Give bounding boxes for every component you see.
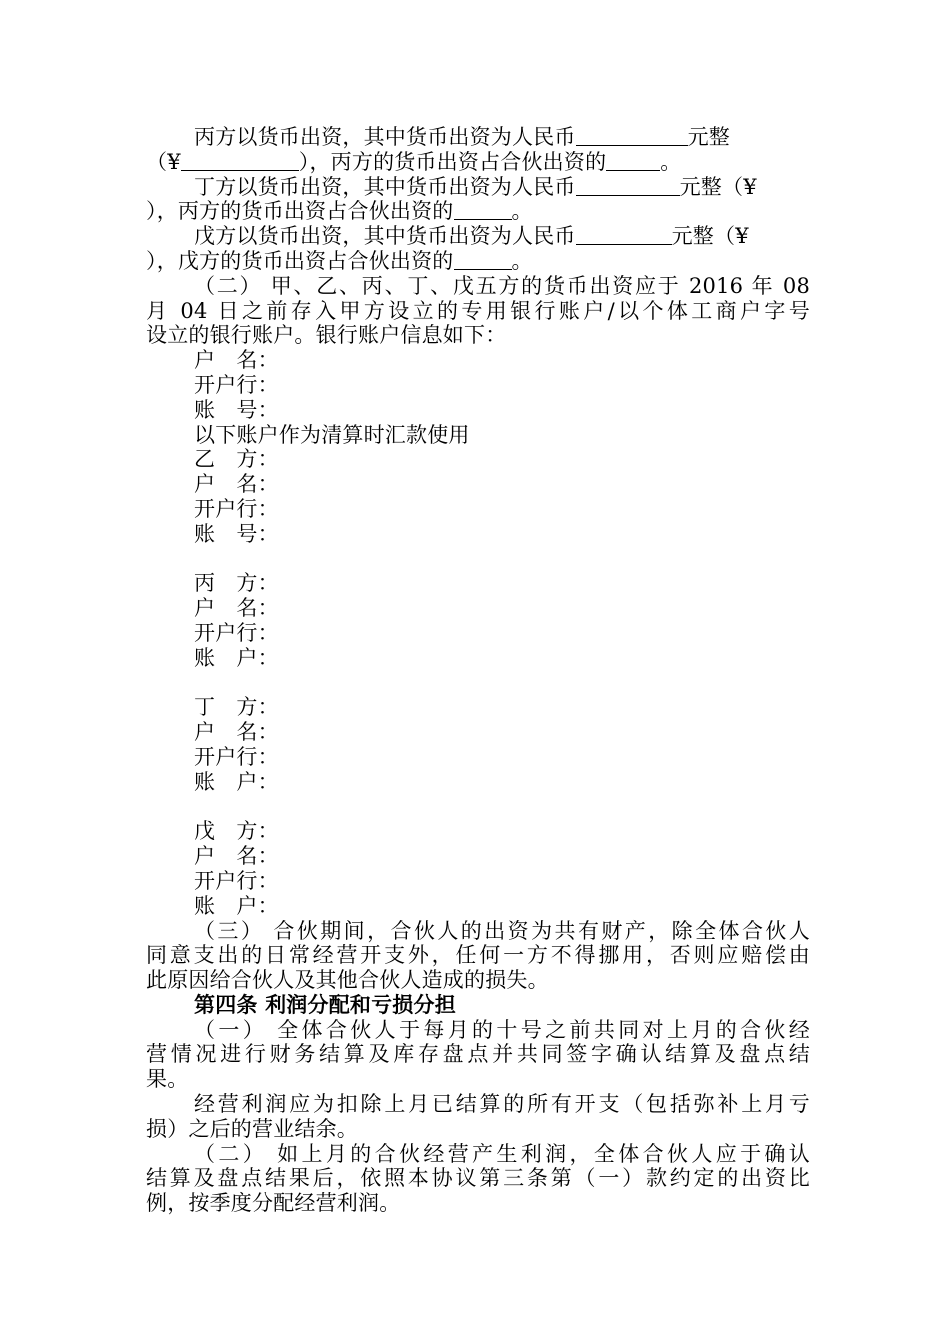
account-field: 开户行：	[194, 620, 279, 645]
text: 。	[511, 199, 533, 224]
account-field: 开户行：	[194, 496, 279, 521]
account-field: 乙 方：	[194, 447, 279, 472]
paragraph-line	[146, 249, 810, 274]
text: ），丙方的货币出资占合伙出资的	[146, 199, 454, 224]
paragraph-line: 果。	[146, 1067, 189, 1092]
section-heading: 第四条 利润分配和亏损分担	[194, 991, 456, 1017]
text: 。	[660, 149, 682, 174]
paragraph-line: （一） 全体合伙人于每月的十号之前共同对上月的合伙经	[194, 1017, 810, 1042]
account-field: 丁 方：	[194, 695, 279, 720]
account-field: 账 户：	[194, 769, 279, 794]
account-field: 账 号：	[194, 521, 279, 546]
blank-line	[146, 547, 810, 572]
fill-blank	[576, 127, 688, 146]
fill-blank	[576, 177, 680, 196]
fill-blank	[454, 201, 512, 220]
paragraph-line: 结算及盘点结果后，依照本协议第三条第（一）款约定的出资比	[146, 1166, 810, 1191]
account-field: 账 号：	[194, 397, 279, 422]
paragraph-line	[146, 150, 810, 175]
paragraph-line: 同意支出的日常经营开支外，任何一方不得挪用，否则应赔偿由	[146, 943, 810, 968]
document-page	[146, 125, 810, 1216]
text: 戊方以货币出资，其中货币出资为人民币	[194, 224, 576, 249]
paragraph-line: 设立的银行账户。银行账户信息如下：	[146, 323, 507, 348]
fill-blank	[454, 251, 512, 270]
text: 。	[511, 248, 533, 273]
account-field: 开户行：	[194, 372, 279, 397]
text: 元整	[687, 125, 731, 149]
account-field: 户 名：	[194, 720, 279, 745]
paragraph-line: 例，按季度分配经营利润。	[146, 1191, 401, 1216]
paragraph-line: （三） 合伙期间，合伙人的出资为共有财产，除全体合伙人	[194, 918, 810, 943]
account-field: 戊 方：	[194, 819, 279, 844]
paragraph-line	[146, 125, 810, 150]
blank-line	[146, 671, 810, 696]
text: ），戊方的货币出资占合伙出资的	[146, 248, 454, 273]
account-field: 丙 方：	[194, 571, 279, 596]
text: ），丙方的货币出资占合伙出资的	[298, 149, 607, 174]
paragraph-line	[146, 175, 810, 200]
text: 元整（¥	[671, 224, 749, 249]
paragraph-line	[146, 224, 810, 249]
account-field: 户 名：	[194, 844, 279, 869]
paragraph-line: 经营利润应为扣除上月已结算的所有开支（包括弥补上月亏	[194, 1092, 810, 1117]
account-field: 账 户：	[194, 893, 279, 918]
paragraph-line: 月 04 日之前存入甲方设立的专用银行账户/以个体工商户字号	[146, 298, 810, 323]
paragraph-line: （二） 如上月的合伙经营产生利润，全体合伙人应于确认	[194, 1141, 810, 1166]
text: 元整（¥	[679, 174, 757, 199]
text: 丁方以货币出资，其中货币出资为人民币	[194, 174, 576, 199]
account-field: 户 名：	[194, 348, 279, 373]
paragraph-line: 此原因给合伙人及其他合伙人造成的损失。	[146, 968, 549, 993]
paragraph-line: 营情况进行财务结算及库存盘点并共同签字确认结算及盘点结	[146, 1042, 810, 1067]
account-field: 户 名：	[194, 596, 279, 621]
fill-blank	[576, 226, 672, 245]
text: 丙方以货币出资，其中货币出资为人民币	[194, 125, 576, 149]
account-field: 账 户：	[194, 645, 279, 670]
paragraph-line: 损）之后的营业结余。	[146, 1116, 358, 1141]
fill-blank	[606, 152, 660, 171]
blank-line	[146, 795, 810, 820]
paragraph-line: 以下账户作为清算时汇款使用	[194, 422, 470, 447]
text: （¥	[146, 149, 181, 174]
account-field: 户 名：	[194, 472, 279, 497]
account-field: 开户行：	[194, 744, 279, 769]
paragraph-line	[146, 199, 810, 224]
paragraph-line: （二） 甲、乙、丙、丁、戊五方的货币出资应于 2016 年 08	[194, 273, 810, 298]
account-field: 开户行：	[194, 868, 279, 893]
fill-blank	[181, 152, 299, 171]
